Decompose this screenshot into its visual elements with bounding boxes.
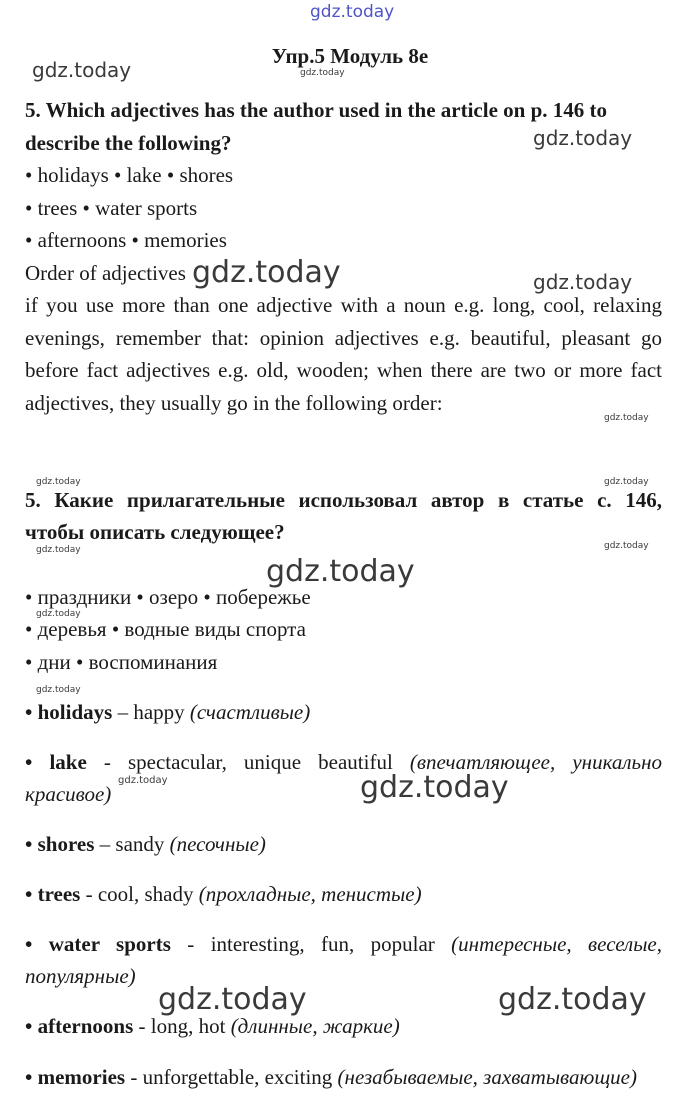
watermark: gdz.today bbox=[360, 770, 509, 805]
answer-separator: - bbox=[133, 1014, 151, 1038]
watermark: gdz.today bbox=[604, 477, 649, 487]
answer-value: long, hot bbox=[150, 1014, 226, 1038]
answer-memories bbox=[25, 1065, 637, 1090]
rule-text: adjectives, they usually go in the following order: bbox=[25, 391, 443, 415]
answer-value: spectacular, unique beautiful bbox=[127, 750, 393, 774]
watermark: gdz.today bbox=[300, 68, 345, 78]
task-question-en: describe the following? bbox=[25, 131, 232, 155]
word-list-item: • праздники • озеро • побережье bbox=[25, 585, 311, 609]
watermark: gdz.today bbox=[604, 413, 649, 423]
answer-term: • holidays bbox=[25, 700, 113, 724]
watermark: gdz.today bbox=[158, 982, 307, 1017]
answer-translation: (прохладные, тенистые) bbox=[198, 882, 422, 906]
answer-separator: - bbox=[86, 750, 128, 774]
answer-trees bbox=[25, 882, 422, 907]
word-list-item: • trees • water sports bbox=[25, 196, 198, 220]
watermark: gdz.today bbox=[32, 58, 132, 82]
answer-term: • memories bbox=[25, 1065, 126, 1089]
watermark: gdz.today bbox=[36, 609, 81, 619]
answer-value: happy bbox=[133, 700, 185, 724]
word-list-item: • деревья • водные виды спорта bbox=[25, 617, 306, 641]
answer-afternoons bbox=[25, 1014, 400, 1039]
answer-separator: - bbox=[125, 1065, 143, 1089]
answer-value: unforgettable, exciting bbox=[142, 1065, 333, 1089]
watermark: gdz.today bbox=[118, 775, 168, 786]
word-list-item: • дни • воспоминания bbox=[25, 650, 218, 674]
answer-term: • water sports bbox=[25, 932, 171, 956]
answer-separator: – bbox=[112, 700, 134, 724]
answer-value: sandy bbox=[115, 832, 165, 856]
answer-water-sports bbox=[25, 932, 662, 957]
answer-separator: - bbox=[170, 932, 211, 956]
answer-translation: (незабываемые, захватывающие) bbox=[337, 1065, 637, 1089]
answer-value: cool, shady bbox=[97, 882, 194, 906]
answer-term: • lake bbox=[25, 750, 87, 774]
answer-translation: красивое) bbox=[25, 782, 112, 806]
answer-separator: – bbox=[94, 832, 116, 856]
answer-translation: (впечатляющее, уникально bbox=[409, 750, 662, 774]
rule-text: if you use more than one adjective with a noun e.g. long, cool, relaxing bbox=[25, 293, 662, 317]
task-question-ru: чтобы описать следующее? bbox=[25, 520, 285, 544]
answer-translation: (интересные, веселые, bbox=[451, 932, 662, 956]
answer-term: • trees bbox=[25, 882, 81, 906]
watermark: gdz.today bbox=[498, 982, 647, 1017]
answer-translation: популярные) bbox=[25, 964, 136, 988]
watermark: gdz.today bbox=[36, 477, 81, 487]
page-title: Упр.5 Модуль 8е bbox=[271, 44, 429, 68]
answer-translation: (песочные) bbox=[169, 832, 266, 856]
rule-text: before fact adjectives e.g. old, wooden; when there are two or more fact bbox=[25, 358, 662, 382]
answer-holidays bbox=[25, 700, 310, 725]
answer-translation: (длинные, жаркие) bbox=[230, 1014, 400, 1038]
rule-title: Order of adjectives bbox=[25, 261, 186, 285]
answer-translation: (счастливые) bbox=[189, 700, 311, 724]
watermark: gdz.today bbox=[533, 270, 633, 294]
watermark: gdz.today bbox=[36, 685, 81, 695]
watermark: gdz.today bbox=[192, 255, 341, 290]
task-question-en: 5. Which adjectives has the author used in the article on p. 146 to bbox=[25, 98, 607, 122]
answer-value: interesting, fun, popular bbox=[210, 932, 435, 956]
word-list-item: • afternoons • memories bbox=[25, 228, 227, 252]
answer-term: • shores bbox=[25, 832, 95, 856]
answer-lake bbox=[25, 750, 662, 775]
watermark: gdz.today bbox=[266, 554, 415, 589]
answer-separator: - bbox=[80, 882, 98, 906]
rule-text: evenings, remember that: opinion adjectives e.g. beautiful, pleasant go bbox=[25, 326, 662, 350]
answer-shores bbox=[25, 832, 266, 857]
watermark: gdz.today bbox=[36, 545, 81, 555]
word-list-item: • holidays • lake • shores bbox=[25, 163, 234, 187]
watermark: gdz.today bbox=[533, 126, 633, 150]
watermark-top: gdz.today bbox=[310, 2, 395, 22]
watermark: gdz.today bbox=[604, 541, 649, 551]
answer-term: • afternoons bbox=[25, 1014, 134, 1038]
task-question-ru: 5. Какие прилагательные использовал автор в статье с. 146, bbox=[25, 488, 662, 512]
